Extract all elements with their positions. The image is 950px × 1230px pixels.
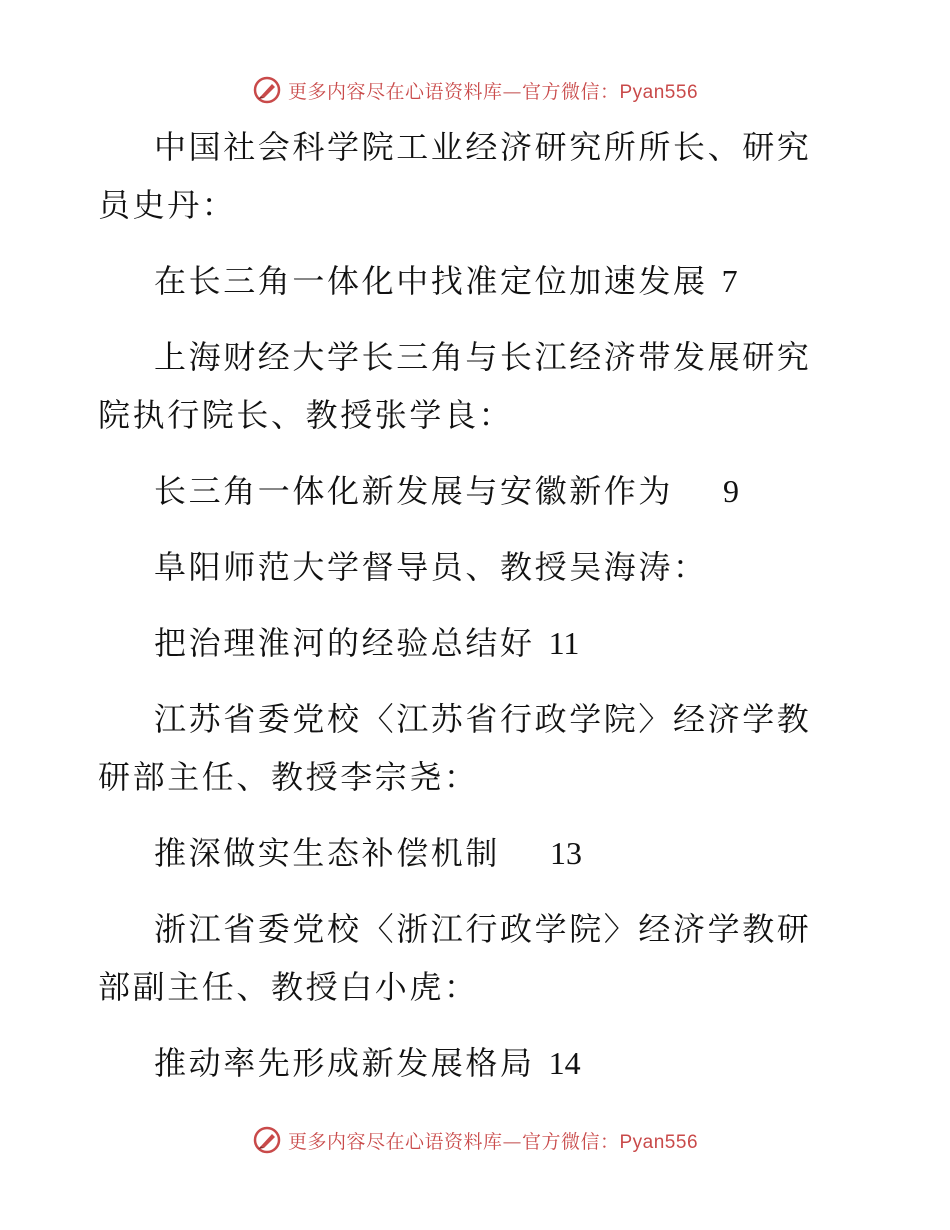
footer-banner bbox=[0, 1120, 950, 1160]
header-banner bbox=[0, 70, 950, 110]
toc-author: 上海财经大学长三角与长江经济带发展研究院执行院长、教授张学良： bbox=[98, 338, 812, 434]
footer-banner-handle: Pyan556 bbox=[619, 1131, 699, 1153]
footer-banner-dash: — bbox=[502, 1130, 522, 1153]
toc-author: 中国社会科学院工业经济研究所所长、研究员史丹： bbox=[98, 128, 812, 224]
header-banner-label: 官方微信： bbox=[521, 80, 620, 103]
toc-page-number: 11 bbox=[548, 625, 580, 661]
toc-title: 在长三角一体化中找准定位加速发展 7 bbox=[154, 262, 738, 300]
toc-title: 把治理淮河的经验总结好 11 bbox=[154, 624, 580, 662]
header-banner-dash: — bbox=[502, 80, 522, 103]
header-banner-handle: Pyan556 bbox=[619, 81, 699, 103]
toc-page-number: 7 bbox=[721, 263, 738, 299]
toc-body bbox=[98, 118, 838, 1110]
toc-title: 推动率先形成新发展格局 14 bbox=[154, 1044, 581, 1082]
toc-author: 江苏省委党校〈江苏省行政学院〉经济学教研部主任、教授李宗尧： bbox=[98, 700, 812, 796]
toc-page-number: 9 bbox=[723, 473, 740, 509]
toc-page-number: 13 bbox=[550, 835, 583, 871]
footer-banner-text: 更多内容尽在心语资料库 bbox=[287, 1130, 503, 1153]
pen-seal-logo-icon bbox=[252, 75, 282, 105]
toc-author: 阜阳师范大学督导员、教授吴海涛： bbox=[154, 548, 708, 586]
toc-title: 推深做实生态补偿机制 13 bbox=[154, 834, 583, 872]
toc-author: 浙江省委党校〈浙江行政学院〉经济学教研部副主任、教授白小虎： bbox=[98, 910, 812, 1006]
header-banner-text: 更多内容尽在心语资料库 bbox=[287, 80, 503, 103]
toc-page-number: 14 bbox=[548, 1045, 581, 1081]
pen-seal-logo-icon bbox=[252, 1125, 282, 1155]
footer-banner-label: 官方微信： bbox=[521, 1130, 620, 1153]
toc-title: 长三角一体化新发展与安徽新作为 9 bbox=[154, 472, 740, 510]
